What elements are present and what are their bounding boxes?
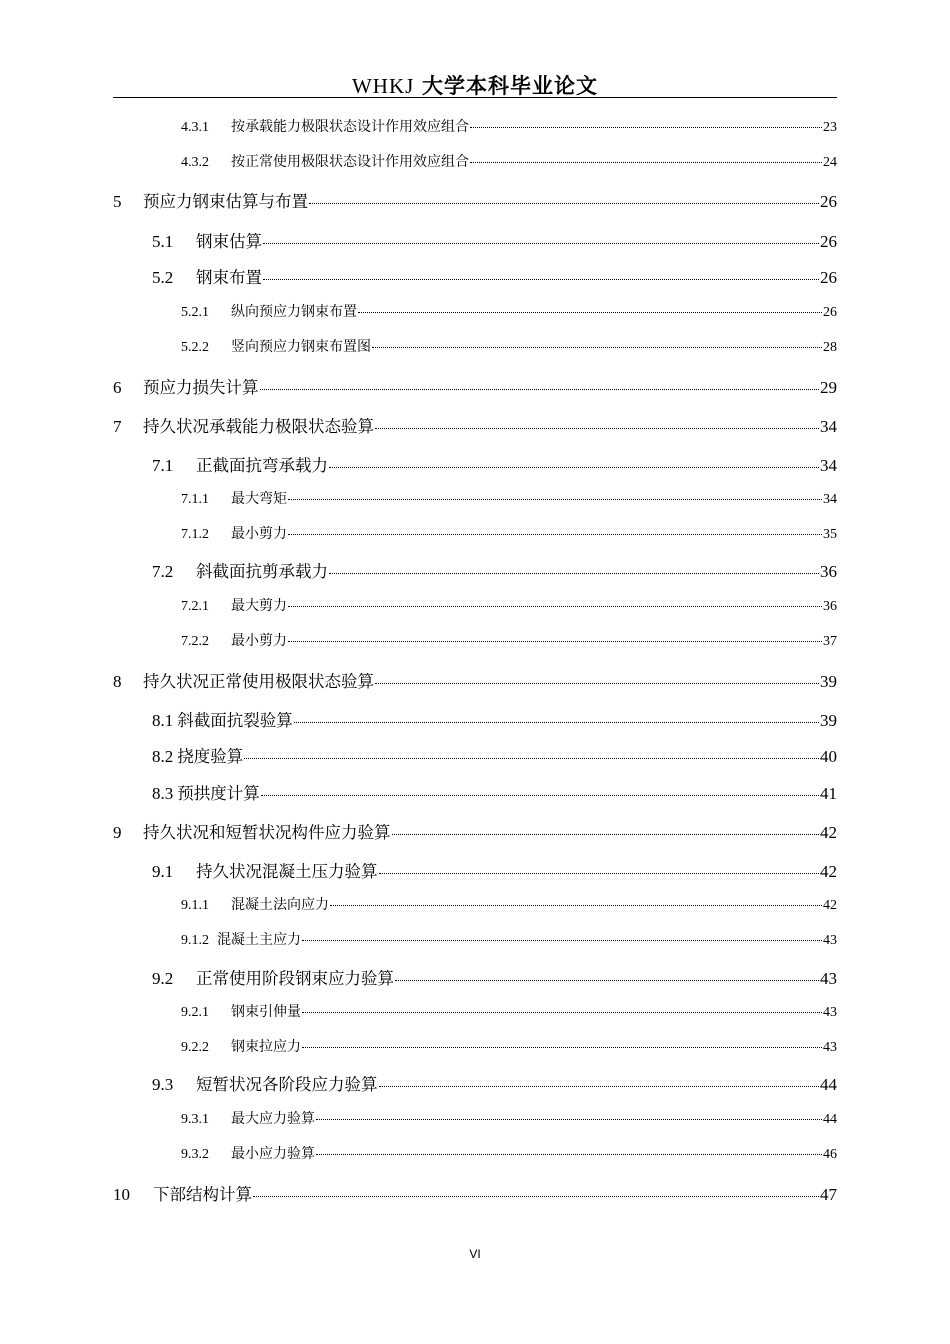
toc-entry-title: 纵向预应力钢束布置	[231, 304, 357, 320]
toc-entry-level3[interactable]	[181, 301, 837, 321]
toc-entry-page: 24	[823, 155, 837, 170]
toc-entry-page: 47	[820, 1185, 837, 1204]
toc-entry-page: 37	[823, 634, 837, 649]
toc-entry-page: 39	[820, 672, 837, 691]
toc-entry-level2[interactable]	[152, 558, 837, 582]
toc-entry-title: 钢束拉应力	[231, 1039, 301, 1055]
toc-entry-page: 44	[823, 1112, 837, 1127]
toc-dot-leader	[329, 573, 819, 574]
toc-entry-level3[interactable]	[181, 488, 837, 508]
toc-entry-title: 混凝土法向应力	[231, 897, 329, 913]
toc-entry-level2[interactable]	[152, 707, 837, 731]
toc-dot-leader	[316, 1119, 822, 1120]
toc-entry-title: 持久状况承载能力极限状态验算	[143, 417, 374, 436]
toc-entry-page: 43	[820, 969, 837, 988]
toc-entry-level2[interactable]	[152, 1071, 837, 1095]
toc-entry-page: 46	[823, 1147, 837, 1162]
toc-entry-page: 42	[823, 898, 837, 913]
toc-entry-number: 7.1	[152, 456, 174, 475]
toc-entry-level3[interactable]	[181, 523, 837, 543]
toc-entry-number: 9.3	[152, 1075, 174, 1094]
toc-dot-leader	[302, 1012, 822, 1013]
toc-entry-number: 9.2.1	[181, 1005, 209, 1020]
toc-dot-leader	[263, 243, 819, 244]
page-header-title	[0, 70, 950, 100]
toc-dot-leader	[302, 940, 822, 941]
toc-entry-level3[interactable]	[181, 595, 837, 615]
toc-entry-title: 正截面抗弯承载力	[196, 456, 328, 475]
toc-entry-page: 42	[820, 823, 837, 842]
toc-entry-title: 持久状况混凝土压力验算	[196, 862, 378, 881]
toc-entry-page: 44	[820, 1075, 837, 1094]
toc-entry-level1[interactable]	[113, 374, 837, 398]
toc-entry-title: 最大应力验算	[231, 1111, 315, 1127]
toc-entry-number: 9	[113, 823, 122, 842]
toc-entry-number: 8.3	[152, 784, 174, 803]
toc-entry-title: 最小剪力	[231, 633, 287, 649]
toc-entry-number: 8.1	[152, 711, 174, 730]
toc-entry-number: 5.1	[152, 232, 174, 251]
toc-entry-title: 最小应力验算	[231, 1146, 315, 1162]
toc-dot-leader	[395, 980, 819, 981]
toc-entry-page: 36	[820, 562, 837, 581]
toc-dot-leader	[253, 1196, 819, 1197]
toc-entry-level3[interactable]	[181, 929, 837, 949]
page-number: VI	[469, 1247, 481, 1261]
toc-dot-leader	[288, 641, 822, 642]
toc-entry-page: 42	[820, 862, 837, 881]
toc-entry-level1[interactable]	[113, 413, 837, 437]
toc-entry-page: 43	[823, 933, 837, 948]
toc-entry-level1[interactable]	[113, 1181, 837, 1205]
toc-entry-number: 7.1.1	[181, 492, 209, 507]
toc-dot-leader	[288, 606, 822, 607]
toc-dot-leader	[288, 499, 822, 500]
toc-entry-number: 7.1.2	[181, 527, 209, 542]
toc-dot-leader	[329, 467, 819, 468]
toc-entry-level2[interactable]	[152, 264, 837, 288]
toc-entry-number: 9.3.2	[181, 1147, 209, 1162]
toc-entry-page: 43	[823, 1040, 837, 1055]
toc-dot-leader	[379, 873, 820, 874]
toc-entry-title: 正常使用阶段钢束应力验算	[196, 969, 394, 988]
toc-dot-leader	[263, 279, 819, 280]
toc-entry-page: 26	[823, 305, 837, 320]
toc-entry-level2[interactable]	[152, 780, 837, 804]
toc-entry-title: 钢束引伸量	[231, 1004, 301, 1020]
toc-dot-leader	[470, 162, 822, 163]
toc-entry-level2[interactable]	[152, 743, 837, 767]
toc-entry-level3[interactable]	[181, 894, 837, 914]
toc-entry-title: 短暂状况各阶段应力验算	[196, 1075, 378, 1094]
toc-dot-leader	[244, 758, 819, 759]
toc-entry-level2[interactable]	[152, 858, 837, 882]
toc-entry-page: 26	[820, 192, 837, 211]
toc-entry-level3[interactable]	[181, 1143, 837, 1163]
toc-dot-leader	[375, 683, 819, 684]
toc-dot-leader	[316, 1154, 822, 1155]
toc-entry-level3[interactable]	[181, 1001, 837, 1021]
toc-entry-title: 钢束估算	[196, 232, 262, 251]
toc-entry-level3[interactable]	[181, 151, 837, 171]
toc-entry-number: 7.2	[152, 562, 174, 581]
toc-dot-leader	[392, 834, 820, 835]
toc-entry-title: 按承载能力极限状态设计作用效应组合	[231, 119, 469, 135]
toc-entry-page: 26	[820, 268, 837, 287]
toc-dot-leader	[288, 534, 822, 535]
toc-dot-leader	[261, 795, 819, 796]
toc-entry-title: 预拱度计算	[177, 784, 260, 803]
toc-entry-page: 35	[823, 527, 837, 542]
toc-entry-number: 6	[113, 378, 122, 397]
toc-entry-number: 8.2	[152, 747, 174, 766]
toc-dot-leader	[372, 347, 822, 348]
toc-entry-title: 按正常使用极限状态设计作用效应组合	[231, 154, 469, 170]
toc-entry-level1[interactable]	[113, 819, 837, 843]
toc-entry-title: 钢束布置	[196, 268, 262, 287]
toc-entry-level1[interactable]	[113, 668, 837, 692]
toc-entry-page: 26	[820, 232, 837, 251]
toc-entry-title: 竖向预应力钢束布置图	[231, 339, 371, 355]
toc-entry-title: 混凝土主应力	[217, 932, 301, 948]
toc-dot-leader	[302, 1047, 822, 1048]
toc-entry-number: 7.2.2	[181, 634, 209, 649]
toc-entry-title: 挠度验算	[177, 747, 244, 766]
toc-entry-page: 34	[823, 492, 837, 507]
toc-dot-leader	[358, 312, 822, 313]
toc-entry-number: 7.2.1	[181, 599, 209, 614]
toc-entry-level3[interactable]	[181, 630, 837, 650]
toc-entry-level2[interactable]	[152, 452, 837, 476]
header-title-cjk: 大学本科毕业论文	[422, 74, 598, 98]
toc-entry-page: 39	[820, 711, 837, 730]
toc-entry-level3[interactable]	[181, 1036, 837, 1056]
toc-entry-page: 40	[820, 747, 837, 766]
toc-entry-page: 41	[820, 784, 837, 803]
toc-entry-number: 9.3.1	[181, 1112, 209, 1127]
toc-dot-leader	[330, 905, 822, 906]
toc-entry-number: 5.2.2	[181, 340, 209, 355]
toc-entry-number: 9.1.2	[181, 933, 209, 948]
toc-entry-number: 4.3.2	[181, 155, 209, 170]
toc-entry-number: 10	[113, 1185, 130, 1204]
toc-entry-title: 最大弯矩	[231, 491, 287, 507]
toc-entry-title: 最大剪力	[231, 598, 287, 614]
toc-entry-number: 5.2.1	[181, 305, 209, 320]
toc-entry-number: 5.2	[152, 268, 174, 287]
toc-entry-title: 最小剪力	[231, 526, 287, 542]
toc-entry-level2[interactable]	[152, 965, 837, 989]
toc-entry-number: 9.2.2	[181, 1040, 209, 1055]
toc-entry-number: 9.2	[152, 969, 174, 988]
toc-entry-page: 34	[820, 417, 837, 436]
toc-entry-number: 5	[113, 192, 122, 211]
toc-entry-number: 8	[113, 672, 122, 691]
toc-entry-level3[interactable]	[181, 336, 837, 356]
toc-entry-page: 23	[823, 120, 837, 135]
toc-entry-title: 下部结构计算	[153, 1185, 252, 1204]
toc-dot-leader	[470, 127, 822, 128]
toc-entry-page: 36	[823, 599, 837, 614]
header-rule	[113, 97, 837, 98]
toc-entry-page: 28	[823, 340, 837, 355]
toc-dot-leader	[260, 389, 820, 390]
toc-dot-leader	[375, 428, 819, 429]
toc-entry-page: 34	[820, 456, 837, 475]
toc-dot-leader	[294, 722, 819, 723]
toc-entry-title: 斜截面抗剪承载力	[196, 562, 328, 581]
toc-entry-level1[interactable]	[113, 188, 837, 212]
toc-entry-number: 9.1	[152, 862, 174, 881]
toc-entry-level3[interactable]	[181, 116, 837, 136]
toc-entry-page: 43	[823, 1005, 837, 1020]
header-title-latin: WHKJ	[351, 74, 415, 98]
toc-dot-leader	[379, 1086, 820, 1087]
toc-entry-title: 斜截面抗裂验算	[177, 711, 293, 730]
toc-entry-number: 4.3.1	[181, 120, 209, 135]
toc-entry-number: 7	[113, 417, 122, 436]
toc-entry-page: 29	[820, 378, 837, 397]
toc-entry-title: 预应力钢束估算与布置	[143, 192, 308, 211]
toc-entry-title: 预应力损失计算	[143, 378, 259, 397]
toc-entry-number: 9.1.1	[181, 898, 209, 913]
toc-entry-level3[interactable]	[181, 1108, 837, 1128]
toc-entry-title: 持久状况正常使用极限状态验算	[143, 672, 374, 691]
toc-dot-leader	[309, 203, 819, 204]
toc-entry-level2[interactable]	[152, 228, 837, 252]
toc-entry-title: 持久状况和短暂状况构件应力验算	[143, 823, 391, 842]
